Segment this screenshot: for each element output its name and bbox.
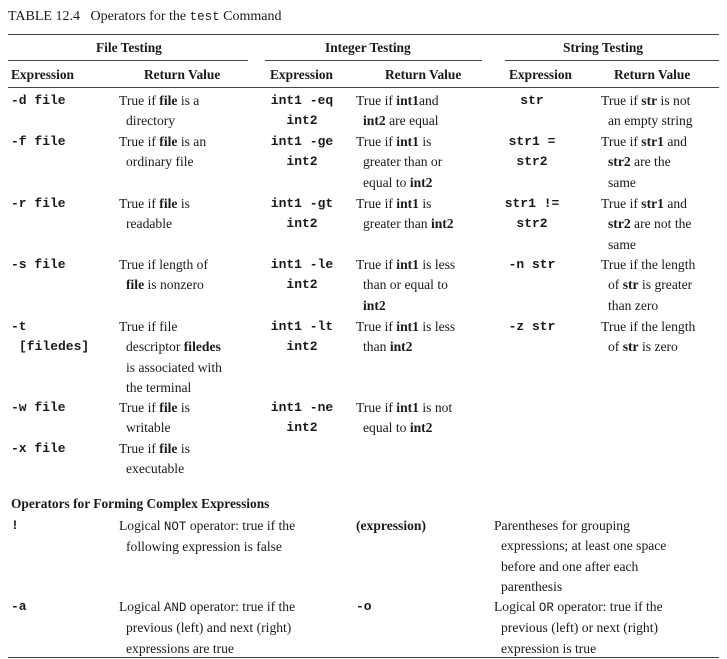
complex-description bbox=[119, 597, 295, 659]
text-line bbox=[119, 639, 295, 659]
expression-line: -z str bbox=[508, 319, 556, 334]
text-segment: Logical bbox=[119, 518, 164, 533]
expression-cell bbox=[11, 317, 89, 358]
text-line bbox=[356, 418, 452, 438]
expression-line: -r file bbox=[11, 196, 66, 211]
text-segment: is less bbox=[418, 257, 456, 272]
col-header-expression: Expression bbox=[509, 67, 573, 82]
text-line bbox=[601, 337, 695, 357]
text-segment: than bbox=[363, 339, 390, 355]
expression-cell bbox=[496, 132, 568, 173]
text-segment: True if bbox=[356, 134, 397, 149]
emphasis-term: file bbox=[159, 196, 178, 211]
emphasis-term: int2 bbox=[409, 420, 433, 436]
text-segment: ordinary file bbox=[126, 154, 194, 170]
text-line bbox=[601, 111, 693, 131]
text-line bbox=[119, 152, 206, 172]
expression-line: int1 -ge bbox=[270, 134, 334, 149]
text-segment: is less bbox=[418, 319, 456, 334]
text-line bbox=[356, 173, 442, 193]
text-segment: Parentheses for grouping bbox=[494, 518, 630, 533]
emphasis-term: file bbox=[159, 134, 178, 149]
text-line bbox=[119, 91, 199, 111]
text-line bbox=[601, 255, 695, 275]
emphasis-term: str bbox=[622, 339, 639, 355]
text-segment: greater than or bbox=[363, 154, 443, 170]
expression-line: -w file bbox=[11, 400, 66, 415]
text-segment: is bbox=[177, 400, 190, 415]
expression-line: int2 bbox=[286, 277, 318, 293]
text-segment: True if bbox=[356, 196, 397, 211]
text-segment: expressions are true bbox=[126, 640, 234, 656]
text-line bbox=[494, 516, 666, 536]
emphasis-term: int1 bbox=[396, 319, 419, 334]
caption-title-a: Operators for the bbox=[90, 9, 187, 24]
text-line bbox=[601, 214, 691, 234]
caption-prefix: TABLE 12.4 bbox=[8, 9, 80, 24]
text-line bbox=[356, 337, 455, 357]
caption-title-b: Command bbox=[223, 9, 282, 24]
expression-cell bbox=[496, 194, 568, 235]
expression-line: int2 bbox=[286, 113, 318, 129]
text-segment: than zero bbox=[608, 297, 659, 313]
text-segment: same bbox=[608, 174, 636, 190]
text-segment: same bbox=[608, 236, 636, 252]
group-rule-file bbox=[8, 60, 248, 61]
text-segment: True if the length bbox=[601, 319, 696, 334]
col-header-return-value: Return Value bbox=[385, 67, 462, 82]
text-segment: operator: true if the bbox=[186, 518, 296, 533]
text-segment: the terminal bbox=[126, 379, 192, 395]
text-segment: and bbox=[663, 196, 687, 211]
complex-operator: -a bbox=[11, 599, 27, 614]
bottom-rule bbox=[8, 657, 719, 658]
emphasis-term: file bbox=[159, 93, 178, 108]
return-value-cell bbox=[356, 91, 439, 132]
return-value-cell bbox=[356, 398, 452, 439]
return-value-cell bbox=[119, 255, 208, 296]
return-value-cell bbox=[601, 255, 695, 316]
text-segment: operator: true if the bbox=[553, 599, 663, 614]
text-segment: are the bbox=[630, 154, 671, 170]
expression-line: int2 bbox=[286, 154, 318, 170]
text-segment: True if length of bbox=[119, 257, 208, 272]
text-segment: True if bbox=[356, 319, 397, 334]
complex-description bbox=[494, 597, 663, 659]
text-segment: is nonzero bbox=[144, 277, 204, 293]
return-value-cell bbox=[119, 398, 190, 439]
complex-operator: ! bbox=[11, 518, 19, 533]
text-segment: True if bbox=[356, 400, 397, 415]
emphasis-term: int2 bbox=[409, 174, 433, 190]
text-line bbox=[119, 255, 208, 275]
text-segment: expressions; at least one space bbox=[501, 538, 667, 554]
emphasis-term: int1 bbox=[396, 93, 419, 108]
text-segment: True if bbox=[119, 134, 160, 149]
expression-cell bbox=[496, 255, 568, 275]
text-segment: and bbox=[418, 93, 439, 108]
expression-line: int2 bbox=[286, 420, 318, 436]
text-segment: True if bbox=[601, 134, 642, 149]
emphasis-term: filedes bbox=[183, 339, 221, 355]
text-line bbox=[601, 194, 691, 214]
expression-cell bbox=[496, 91, 568, 111]
emphasis-term: str2 bbox=[608, 154, 631, 170]
text-segment: is a bbox=[177, 93, 200, 108]
expression-line: int2 bbox=[286, 339, 318, 355]
emphasis-term: file bbox=[159, 400, 178, 415]
text-line bbox=[356, 398, 452, 418]
text-segment: True if bbox=[601, 196, 642, 211]
expression-line: -x file bbox=[11, 441, 66, 456]
text-segment: is not bbox=[657, 93, 691, 108]
text-segment: executable bbox=[126, 461, 185, 477]
text-segment: and bbox=[663, 134, 687, 149]
expression-cell bbox=[262, 317, 342, 358]
emphasis-term: int1 bbox=[396, 134, 419, 149]
expression-line: int1 -ne bbox=[270, 400, 334, 415]
return-value-cell bbox=[356, 194, 454, 235]
text-segment: Logical bbox=[494, 599, 539, 614]
complex-description bbox=[494, 516, 666, 597]
expression-line: str bbox=[520, 93, 544, 108]
text-line bbox=[494, 639, 663, 659]
text-line bbox=[119, 317, 222, 337]
expression-line: -f file bbox=[11, 134, 66, 149]
text-line bbox=[494, 618, 663, 638]
expression-cell bbox=[11, 132, 66, 152]
emphasis-term: int2 bbox=[363, 297, 386, 313]
text-line bbox=[356, 111, 439, 131]
expression-line: [filedes] bbox=[19, 339, 90, 355]
text-segment: is bbox=[418, 196, 432, 211]
return-value-cell bbox=[119, 91, 199, 132]
return-value-cell bbox=[601, 317, 695, 358]
text-line bbox=[356, 296, 455, 316]
text-segment: operator: true if the bbox=[186, 599, 296, 614]
text-segment: True if bbox=[356, 257, 397, 272]
emphasis-term: NOT bbox=[163, 520, 187, 534]
text-segment: True if bbox=[356, 93, 397, 108]
text-line bbox=[356, 132, 442, 152]
expression-cell bbox=[262, 132, 342, 173]
text-segment: are equal bbox=[385, 113, 439, 129]
text-segment: Logical bbox=[119, 599, 164, 614]
text-segment: an empty string bbox=[608, 113, 693, 129]
text-line bbox=[601, 152, 687, 172]
return-value-cell bbox=[601, 91, 693, 132]
text-segment: directory bbox=[126, 113, 176, 129]
expression-cell bbox=[262, 255, 342, 296]
complex-operator: (expression) bbox=[356, 518, 426, 533]
emphasis-term: OR bbox=[538, 601, 554, 615]
return-value-cell bbox=[356, 255, 455, 316]
text-segment: is zero bbox=[638, 339, 678, 355]
emphasis-term: file bbox=[159, 441, 178, 456]
text-segment: is an bbox=[177, 134, 207, 149]
text-line bbox=[119, 516, 295, 537]
text-line bbox=[494, 557, 666, 577]
emphasis-term: int1 bbox=[396, 257, 419, 272]
complex-operator: -o bbox=[356, 599, 372, 614]
text-line bbox=[119, 358, 222, 378]
text-segment: True if bbox=[119, 441, 160, 456]
emphasis-term: str bbox=[641, 93, 658, 108]
text-segment: readable bbox=[126, 216, 173, 232]
text-line bbox=[119, 439, 190, 459]
text-line bbox=[356, 194, 454, 214]
text-segment: is bbox=[177, 196, 190, 211]
text-segment: previous (left) or next (right) bbox=[501, 620, 659, 636]
text-line bbox=[601, 132, 687, 152]
text-line bbox=[119, 132, 206, 152]
col-header-expression: Expression bbox=[11, 67, 75, 82]
text-line bbox=[119, 418, 190, 438]
text-line bbox=[119, 618, 295, 638]
col-header-return-value: Return Value bbox=[144, 67, 221, 82]
emphasis-term: int2 bbox=[363, 113, 386, 129]
text-line bbox=[119, 111, 199, 131]
expression-line: -t bbox=[11, 319, 27, 334]
text-segment: descriptor bbox=[126, 339, 184, 355]
text-line bbox=[494, 597, 663, 618]
return-value-cell bbox=[601, 194, 691, 255]
text-segment: is greater bbox=[638, 277, 693, 293]
table-caption bbox=[8, 7, 281, 27]
return-value-cell bbox=[601, 132, 687, 193]
complex-heading: Operators for Forming Complex Expressions bbox=[11, 496, 270, 511]
text-segment: of bbox=[608, 277, 623, 293]
text-segment: True if bbox=[119, 196, 160, 211]
group-file-testing: File Testing bbox=[96, 40, 162, 55]
text-segment: is bbox=[177, 441, 190, 456]
emphasis-term: int1 bbox=[396, 400, 419, 415]
emphasis-term: str1 bbox=[641, 134, 664, 149]
text-line bbox=[601, 235, 691, 255]
text-segment: than or equal to bbox=[363, 277, 448, 293]
expression-line: -s file bbox=[11, 257, 66, 272]
emphasis-term: str1 bbox=[641, 196, 664, 211]
text-line bbox=[601, 275, 695, 295]
text-line bbox=[356, 255, 455, 275]
text-line bbox=[601, 173, 687, 193]
text-line bbox=[356, 91, 439, 111]
expression-cell bbox=[11, 194, 66, 214]
emphasis-term: file bbox=[126, 277, 145, 293]
expression-line: str1 = bbox=[508, 134, 556, 149]
text-line bbox=[601, 317, 695, 337]
text-segment: is not bbox=[418, 400, 453, 415]
expression-cell bbox=[262, 194, 342, 235]
text-segment: before and one after each bbox=[501, 558, 639, 574]
text-segment: True if bbox=[119, 400, 160, 415]
emphasis-term: int1 bbox=[396, 196, 419, 211]
expression-line: str2 bbox=[516, 154, 548, 170]
expression-cell bbox=[262, 91, 342, 132]
text-line bbox=[119, 398, 190, 418]
text-line bbox=[356, 152, 442, 172]
expression-cell bbox=[11, 255, 66, 275]
header-rule bbox=[8, 87, 719, 88]
expression-cell bbox=[496, 317, 568, 337]
text-segment: True if the length bbox=[601, 257, 696, 272]
return-value-cell bbox=[356, 132, 442, 193]
expression-line: int2 bbox=[286, 216, 318, 232]
text-line bbox=[601, 296, 695, 316]
text-line bbox=[356, 317, 455, 337]
text-segment: is associated with bbox=[126, 359, 222, 375]
text-line bbox=[601, 91, 693, 111]
text-segment: of bbox=[608, 339, 623, 355]
expression-line: str2 bbox=[516, 216, 548, 232]
expression-cell bbox=[11, 439, 66, 459]
text-line bbox=[494, 577, 666, 597]
return-value-cell bbox=[356, 317, 455, 358]
expression-line: int1 -gt bbox=[270, 196, 334, 211]
return-value-cell bbox=[119, 439, 190, 480]
expression-line: int1 -lt bbox=[270, 319, 334, 334]
text-segment: True if bbox=[119, 93, 160, 108]
text-line bbox=[119, 537, 295, 557]
col-header-expression: Expression bbox=[270, 67, 334, 82]
text-segment: previous (left) and next (right) bbox=[126, 620, 292, 636]
text-line bbox=[119, 214, 190, 234]
text-line bbox=[119, 194, 190, 214]
emphasis-term: int2 bbox=[389, 339, 413, 355]
text-segment: is bbox=[418, 134, 432, 149]
text-segment: expression is true bbox=[501, 640, 597, 656]
emphasis-term: AND bbox=[163, 601, 187, 615]
return-value-cell bbox=[119, 194, 190, 235]
text-segment: True if bbox=[601, 93, 642, 108]
text-segment: following expression is false bbox=[126, 539, 282, 555]
text-line bbox=[119, 378, 222, 398]
text-segment: greater than bbox=[363, 216, 431, 232]
expression-line: -d file bbox=[11, 93, 66, 108]
text-segment: equal to bbox=[363, 174, 410, 190]
text-segment: are not the bbox=[630, 216, 692, 232]
text-line bbox=[119, 597, 295, 618]
text-segment: parenthesis bbox=[501, 578, 563, 594]
emphasis-term: int2 bbox=[430, 216, 454, 232]
group-rule-string bbox=[505, 60, 719, 61]
text-line bbox=[356, 214, 454, 234]
expression-cell bbox=[11, 91, 66, 111]
emphasis-term: str bbox=[622, 277, 639, 293]
emphasis-term: str2 bbox=[608, 216, 631, 232]
col-header-return-value: Return Value bbox=[614, 67, 691, 82]
expression-line: str1 != bbox=[504, 196, 560, 211]
return-value-cell bbox=[119, 317, 222, 398]
top-rule bbox=[8, 34, 719, 35]
complex-description bbox=[119, 516, 295, 558]
text-segment: True if file bbox=[119, 319, 178, 334]
text-line bbox=[356, 275, 455, 295]
text-segment: writable bbox=[126, 420, 171, 436]
text-line bbox=[119, 459, 190, 479]
expression-cell bbox=[11, 398, 66, 418]
text-line bbox=[119, 337, 222, 357]
group-integer-testing: Integer Testing bbox=[325, 40, 411, 55]
expression-line: -n str bbox=[508, 257, 556, 272]
expression-cell bbox=[262, 398, 342, 439]
text-line bbox=[494, 536, 666, 556]
text-line bbox=[119, 275, 208, 295]
group-string-testing: String Testing bbox=[563, 40, 643, 55]
expression-line: int1 -eq bbox=[270, 93, 334, 108]
group-rule-integer bbox=[265, 60, 482, 61]
expression-line: int1 -le bbox=[270, 257, 334, 272]
caption-title-code: test bbox=[189, 10, 220, 24]
return-value-cell bbox=[119, 132, 206, 173]
text-segment: equal to bbox=[363, 420, 410, 436]
